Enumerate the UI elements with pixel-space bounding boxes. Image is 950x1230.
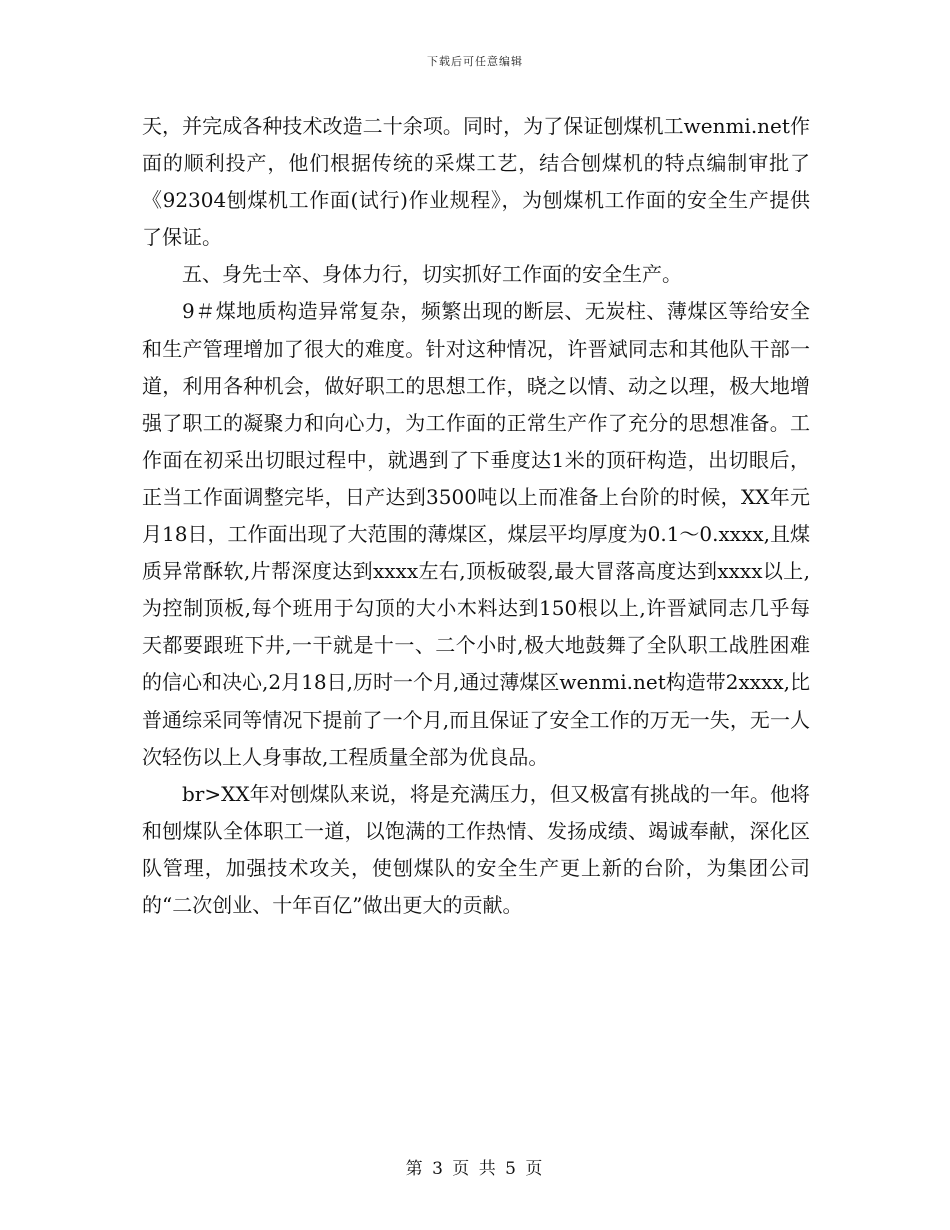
paragraph-coal-seam: 9＃煤地质构造异常复杂，频繁出现的断层、无炭柱、薄煤区等给安全和生产管理增加了很大的难度。针对这种情况，许晋斌同志和其他队干部一道，利用各种机会，做好职工的思想工作，晓之以情、动之以理，极大地增强了职工的凝聚力和向心力，为工作面的正常生产作了充分的思想准备。工作面在初采出切眼过程中，就遇到了下垂度达1米的顶矸构造，出切眼后，正当工作面调整完毕，日产达到3500吨以上而准备上台阶的时候，XX年元月18日，工作面出现了大范围的薄煤区，煤层平均厚度为0.1～0.xxxx,且煤质异常酥软,片帮深度达到xxxx左右,顶板破裂,最大冒落高度达到xxxx以上,为控制顶板,每个班用于勾顶的大小木料达到150根以上,许晋斌同志几乎每天都要跟班下井,一干就是十一、二个小时,极大地鼓舞了全队职工战胜困难的信心和决心,2月18日,历时一个月,通过薄煤区wenmi.net构造带2xxxx,比普通综采同等情况下提前了一个月,而且保证了安全工作的万无一失，无一人次轻伤以上人身事故,工程质量全部为优良品。: [142, 299, 810, 769]
section-heading-five: 五、身先士卒、身体力行，切实抓好工作面的安全生产。: [182, 262, 682, 287]
document-body: [142, 108, 810, 924]
paragraph-outlook: br>XX年对刨煤队来说，将是充满压力，但又极富有挑战的一年。他将和刨煤队全体职工一道，以饱满的工作热情、发扬成绩、竭诚奉献，深化区队管理，加强技术攻关，使刨煤队的安全生产更上新的台阶，为集团公司的“二次创业、十年百亿”做出更大的贡献。: [142, 781, 810, 917]
paragraph-continuation: 天，并完成各种技术改造二十余项。同时，为了保证刨煤机工wenmi.net作面的顺利投产，他们根据传统的采煤工艺，结合刨煤机的特点编制审批了《92304刨煤机工作面(试行)作业规程》，为刨煤机工作面的安全生产提供了保证。: [142, 114, 810, 250]
page-header-note: 下载后可任意编辑: [427, 55, 523, 68]
page-number: 第 3 页 共 5 页: [405, 1159, 545, 1179]
